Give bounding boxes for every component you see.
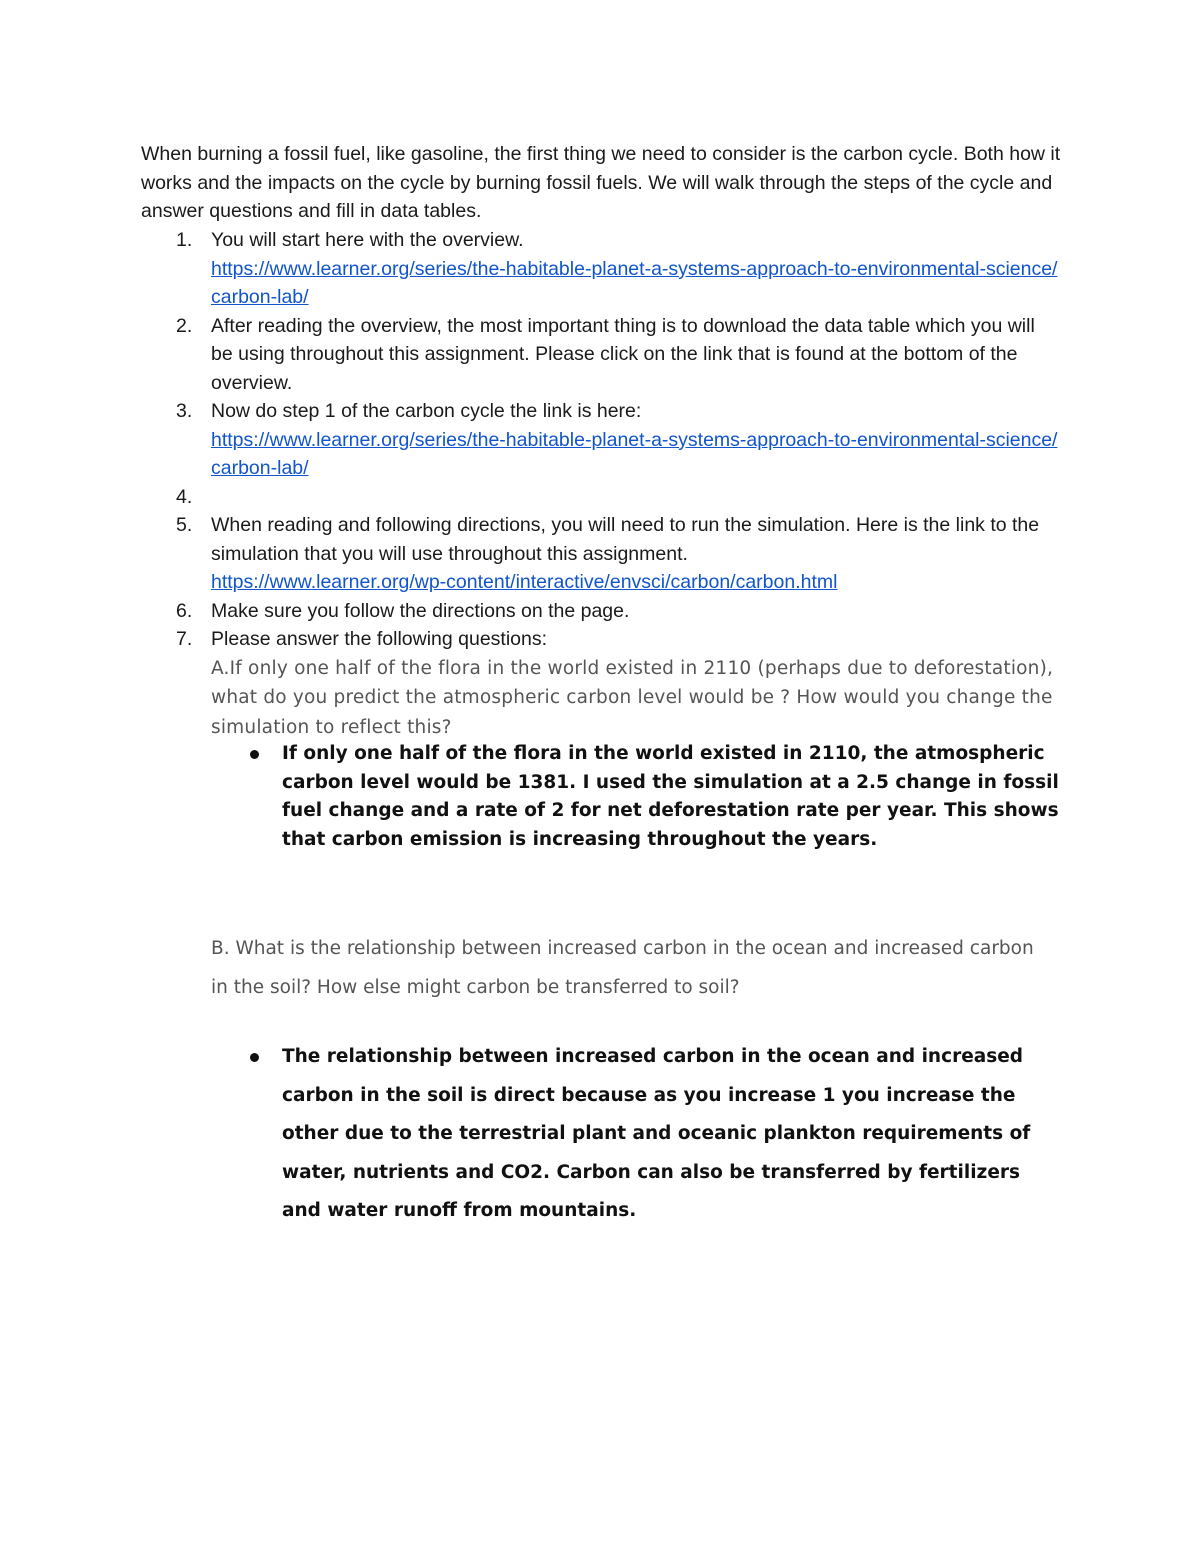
answer-a: If only one half of the flora in the world existed in 2110, the atmospheric carbon level would be 1381. I used the simulation at a 2.5 change in fossil fuel change and a rate of 2 for net deforestation rate per year. This shows that carbon emission is increasing throughout the years. xyxy=(282,743,1059,850)
overview-link[interactable]: https://www.learner.org/series/the-habitable-planet-a-systems-approach-to-environmental-science/carbon-lab/ xyxy=(211,257,1058,308)
bullet-icon xyxy=(250,750,259,759)
step-text: After reading the overview, the most important thing is to download the data table which you will be using throughout this assignment. Please click on the link that is found at the bottom of the overview. xyxy=(211,314,1035,394)
list-number: 2. xyxy=(176,314,193,337)
list-number: 5. xyxy=(176,514,193,536)
bullet-icon xyxy=(250,1053,259,1062)
intro-paragraph xyxy=(141,140,1061,226)
list-number: 7. xyxy=(176,628,193,650)
steps-list xyxy=(141,226,1061,742)
intro-text: When burning a fossil fuel, like gasoline, the first thing we need to consider is the carbon cycle. Both how it works and the impacts on the cycle by burning fossil fuels. We will walk through the steps of the cycle and answer questions and fill in data tables. xyxy=(141,143,1061,222)
list-number: 6. xyxy=(176,599,193,622)
step-text: When reading and following directions, you will need to run the simulation. Here is the link to the simulation that you will use throughout this assignment. xyxy=(211,514,1040,565)
list-number: 1. xyxy=(176,229,193,251)
carbon-cycle-step1-link[interactable]: https://www.learner.org/series/the-habitable-planet-a-systems-approach-to-environmental-science/carbon-lab/ xyxy=(211,428,1058,479)
list-number: 3. xyxy=(176,400,193,422)
simulation-link[interactable]: https://www.learner.org/wp-content/interactive/envsci/carbon/carbon.html xyxy=(211,571,838,593)
list-item xyxy=(141,483,1061,512)
step-text: Please answer the following questions: xyxy=(211,628,548,650)
list-item xyxy=(141,226,1061,312)
list-item xyxy=(141,597,1061,626)
answer-b: The relationship between increased carbon in the ocean and increased carbon in the soil is direct because as you increase 1 you increase the other due to the terrestrial plant and oceanic plankton requirements of water, nutrients and CO2. Carbon can also be transferred by fertilizers and water runoff from mountains. xyxy=(282,1046,1031,1221)
step-text: Make sure you follow the directions on the page. xyxy=(211,599,630,622)
list-item xyxy=(141,397,1061,483)
question-b: B. What is the relationship between increased carbon in the ocean and increased carbon in the soil? How else might carbon be transferred to soil? xyxy=(211,938,1034,998)
step-text: Now do step 1 of the carbon cycle the link is here: xyxy=(211,400,642,422)
list-number: 4. xyxy=(176,485,193,508)
list-item xyxy=(141,312,1061,398)
step-text: You will start here with the overview. xyxy=(211,229,524,251)
list-item xyxy=(141,511,1061,597)
question-a: A.If only one half of the flora in the world existed in 2110 (perhaps due to deforestation), what do you predict the atmospheric carbon level would be ? How would you change the simulation to reflect this? xyxy=(211,657,1054,738)
list-item xyxy=(141,625,1061,742)
